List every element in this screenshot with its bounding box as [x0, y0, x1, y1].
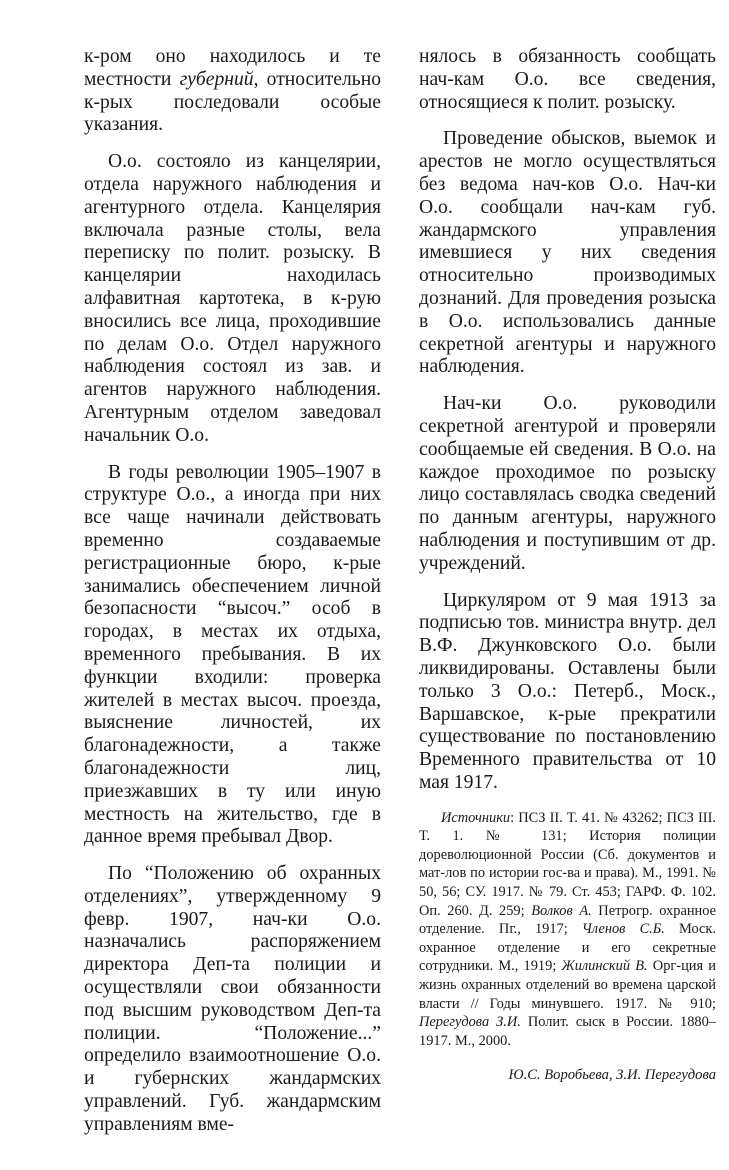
paragraph: О.о. состояло из канцелярии, отдела наружного наблюдения и агентурного отдела. Канцелярия включала разные столы, вела переписку по полит. розыску. В канцелярии находилась алфавитная картотека, в к-рую вносились все лица, проходившие по делам О.о. Отдел наружного наблюдения состоял из зав. и агентов наружного наблюдения. Агентурным отделом заведовал начальник О.о. [84, 151, 381, 446]
right-column [419, 46, 716, 1084]
article-author: Ю.С. Воробьева, З.И. Перегудова [508, 1067, 716, 1084]
paragraph: к-ром оно находилось и те местности губерний, относительно к-рых последовали особые указания. [84, 46, 381, 136]
source-author: Жилинский В. [561, 958, 648, 975]
source-author: Волков А. [531, 902, 592, 919]
sources-block: Источники: ПСЗ II. Т. 41. № 43262; ПСЗ III. Т. 1. № 131; История полиции дореволюционной России (Сб. документов и мат-лов по истории гос-ва и права). М., 1991. № 50, 56; СУ. 1917. № 79. Ст. 453; ГАРФ. Ф. 102. Оп. 260. Д. 259; Волков А. Петрогр. охранное отделение. Пг., 1917; Членов С.Б. Моск. охранное отделение и его секретные сотрудники. М., 1919; Жилинский В. Орг-ция и жизнь охранных отделений во времена царской власти // Годы минувшего. 1917. № 910; Перегудова З.И. Полит. сыск в России. 1880–1917. М., 2000. [419, 809, 717, 1049]
paragraph: Нач-ки О.о. руководили секретной агентурой и проверяли сообщаемые ей сведения. В О.о. на каждое проходимое по розыску лицо составлялась сводка сведений по данным агентуры, наружного наблюдения и поступившим от др. учреждений. [419, 393, 716, 574]
paragraph: Циркуляром от 9 мая 1913 за подписью тов. министра внутр. дел В.Ф. Джунковского О.о. были ликвидированы. Оставлены были только 3 О.о.: Петерб., Моск., Варшавское, к-рые прекратили существование по постановлению Временного правительства от 10 мая 1917. [419, 589, 716, 793]
paragraph: В годы революции 1905–1907 в структуре О.о., а иногда при них все чаще начинали действовать временно создаваемые регистрационные бюро, к-рые занимались обеспечением личной безопасности “высоч.” особ в городах, в местах их отдыха, временного пребывания. В их функции входили: проверка жителей в местах высоч. проезда, выяснение личностей, их благонадежности, а также благонадежности лиц, приезжавших в ту или иную местность на жительство, где в данное время пребывал Двор. [84, 461, 381, 848]
source-author: Членов С.Б. [581, 921, 665, 938]
left-column [84, 46, 381, 1137]
italic-term: губерний [179, 68, 254, 90]
paragraph: Проведение обысков, выемок и арестов не могло осуществляться без ведома нач-ков О.о. Нач-ки О.о. сообщали нач-кам губ. жандармского управления имевшиеся у них сведения относительно производимых дознаний. Для проведения розыска в О.о. использовались данные секретной агентуры и наружного наблюдения. [419, 128, 716, 378]
paragraph: нялось в обязанность сообщать нач-кам О.о. все сведения, относящиеся к полит. розыску. [419, 46, 716, 113]
source-author: Перегудова З.И. [419, 1014, 521, 1031]
paragraph: По “Положению об охранных отделениях”, утвержденному 9 февр. 1907, нач-ки О.о. назначались распоряжением директора Деп-та полиции и осуществляли свои обязанности под высшим руководством Деп-та полиции. “Положение...” определило взаимоотношение О.о. и губернских жандармских управлений. Губ. жандармским управлениям вме- [84, 863, 381, 1135]
sources-label: Источники [441, 809, 511, 826]
